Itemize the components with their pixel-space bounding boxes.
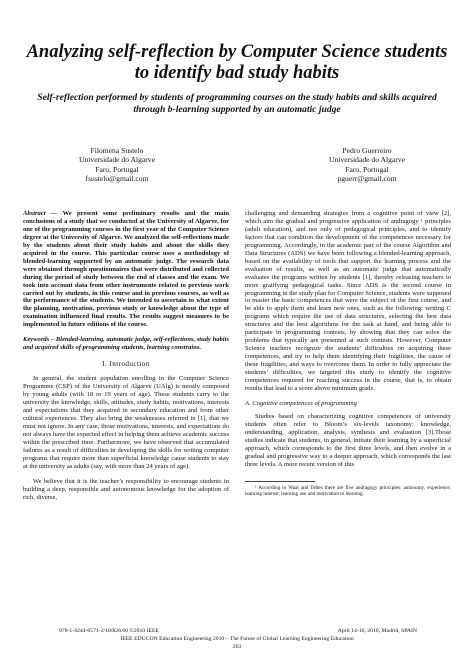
- author-location: Faro, Portugal: [345, 164, 389, 174]
- keywords-lead: Keywords: [23, 336, 50, 344]
- subsection-heading: A. Cognitive competences of programming: [245, 399, 357, 407]
- intro-paragraph: In general, the student population enrolling in the Computer Science Programme (CSP) of the University of Algarve (UAlg) is mostly composed by young adults (with 18 or 19 years of age). These students carry to the university the knowledge, skills, attitudes, study habits, motivations, interests and expectations that they acquired in secondary education and from other cultural experiences. They also bring the weaknesses referred in [1], that we must not ignore. In any case, those motivations, interests, and expectations do not always have the expected effect in helping them achieve academic success within the prescribed time. Furthermore, we have observed that accumulated failures as a result of difficulties in developing the skills for writing computer programs that require more than superficial knowledge cause students to stay at the university as adults (say, with more than 24 years of age).: [23, 375, 229, 470]
- footer-copyright: 978-1-4244-6571-2/10/$26.00 ©2010 IEEE: [59, 628, 159, 634]
- paper-subtitle: Self-reflection performed by students of programming courses on the study habits and skills acquired through b-learning supported by an automatic judge: [37, 92, 437, 115]
- right-column: [245, 210, 451, 497]
- keywords: [23, 336, 229, 352]
- author-name: Pedro Guerreiro: [342, 146, 392, 155]
- author-block: [42, 146, 192, 184]
- author-affiliation: Universidade do Algarve: [329, 155, 405, 165]
- abstract-lead: Abstract: [23, 210, 46, 217]
- abstract-text: — We present some preliminary results and the main conclusions of a study that we conducted at the University of Algarve, for one of the programming courses in the first year of the Computer Science degree at the University of Algarve. We analyzed the self-reflections made by the students about their study habits and about the skills they acquired in the course. This particular course uses a methodology of blended-learning supported by an automatic judge. The research data were obtained through questionnaires that were distributed and collected during the period of study between the end of classes and the exam. We took into account data from other instruments related to previous work carried out by students, in this course and in previous courses, as well as the performance of the students. We intended to ascertain to what extent the planning, motivation, previous study or knowledge about the type of examination influenced final results. The results suggest measures to be implemented in future editions of the course.: [23, 210, 229, 329]
- author-block: [292, 146, 442, 184]
- intro-paragraph: We believe that it is the teacher’s responsibility to encourage students in building a deep, responsible and autonomous knowledge for the adoption of rich, diverse,: [23, 477, 229, 501]
- section-heading-introduction: I. Introduction: [102, 360, 150, 369]
- abstract: [23, 210, 229, 329]
- footnote: ¹ According to Waal and Telles there are five andragogy principles: autonomy, experience, learning interest, learning use and motivation to learning.: [245, 484, 451, 497]
- body-paragraph: Studies based on characterizing cognitive competences of university students often refer to Bloom’s six-levels taxonomy: knowledge, understanding, application, analysis, synthesis and evaluation [3].Those studies indicate that students, in general, initiate their learning by a superficial approach, which corresponds to the first three levels, and then evolve in a gradual and progressive way to a deeper approach, which corresponds the last three levels. A more recent version of this: [245, 412, 451, 468]
- paper-title: Analyzing self-reflection by Computer Science students to identify bad study habits: [26, 42, 448, 83]
- author-affiliation: Universidade do Algarve: [79, 155, 155, 165]
- author-email: pguerr@gmail.com: [337, 174, 397, 184]
- left-column: [23, 210, 229, 508]
- keywords-text: – Blended-learning, automatic judge, self-reflections, study habits and acquired skills of programming students, learning constrains.: [23, 336, 229, 352]
- author-location: Faro, Portugal: [95, 164, 139, 174]
- author-name: Filomena Sustelo: [90, 146, 144, 155]
- page-number: 263: [232, 644, 242, 651]
- footer-date-location: April 14-16, 2010, Madrid, SPAIN: [337, 628, 417, 634]
- author-email: fsustelo@gmail.com: [85, 174, 149, 184]
- page-footer: [23, 628, 451, 651]
- body-paragraph: challenging and demanding strategies from a cognitive point of view [2], which aim the gradual and progressive application of andragogy ¹ principles (adult education), and not only of pedagogical principles, and to identify factors that can condition the development of the competences necessary for programming. Accordingly, in the academic part of the course Algorithm and Data Structures (ADS) we have been following a blended-learning approach, based on the availability of tools that support the learning process and the evaluation of results, as well as an automatic judge that automatically evaluates the programs written by students [1], thereby releasing teachers to more gratifying pedagogical tasks. Since ADS is the second course in programming in the study plan for Computer Science, students were supposed to master the basic competences that were the subject of the first course, and be able to apply them and learn new ones, such as the following: writing C programs which require the use of data structures, selecting the best data structures and the best algorithms for the task at hand, and being able to participate in programming contests, by showing that they can solve the problems that typically are presented at such contests. However, Computer Science teachers recognize the students’ difficulties on acquiring these competences, and try to help them identifying their fragilities, the cause of these fragilities, and ways to overcome them. In order to fully appreciate the students’ difficulties, we targeted this study to identify the cognitive competences required for reaching success in the course, that is, to obtain results that lead to a score above minimum grade.: [245, 210, 451, 392]
- footer-conference: IEEE EDUCON Education Engineering 2010 – The Future of Global Learning Engineering Education: [120, 636, 354, 642]
- footnote-divider: [245, 481, 315, 482]
